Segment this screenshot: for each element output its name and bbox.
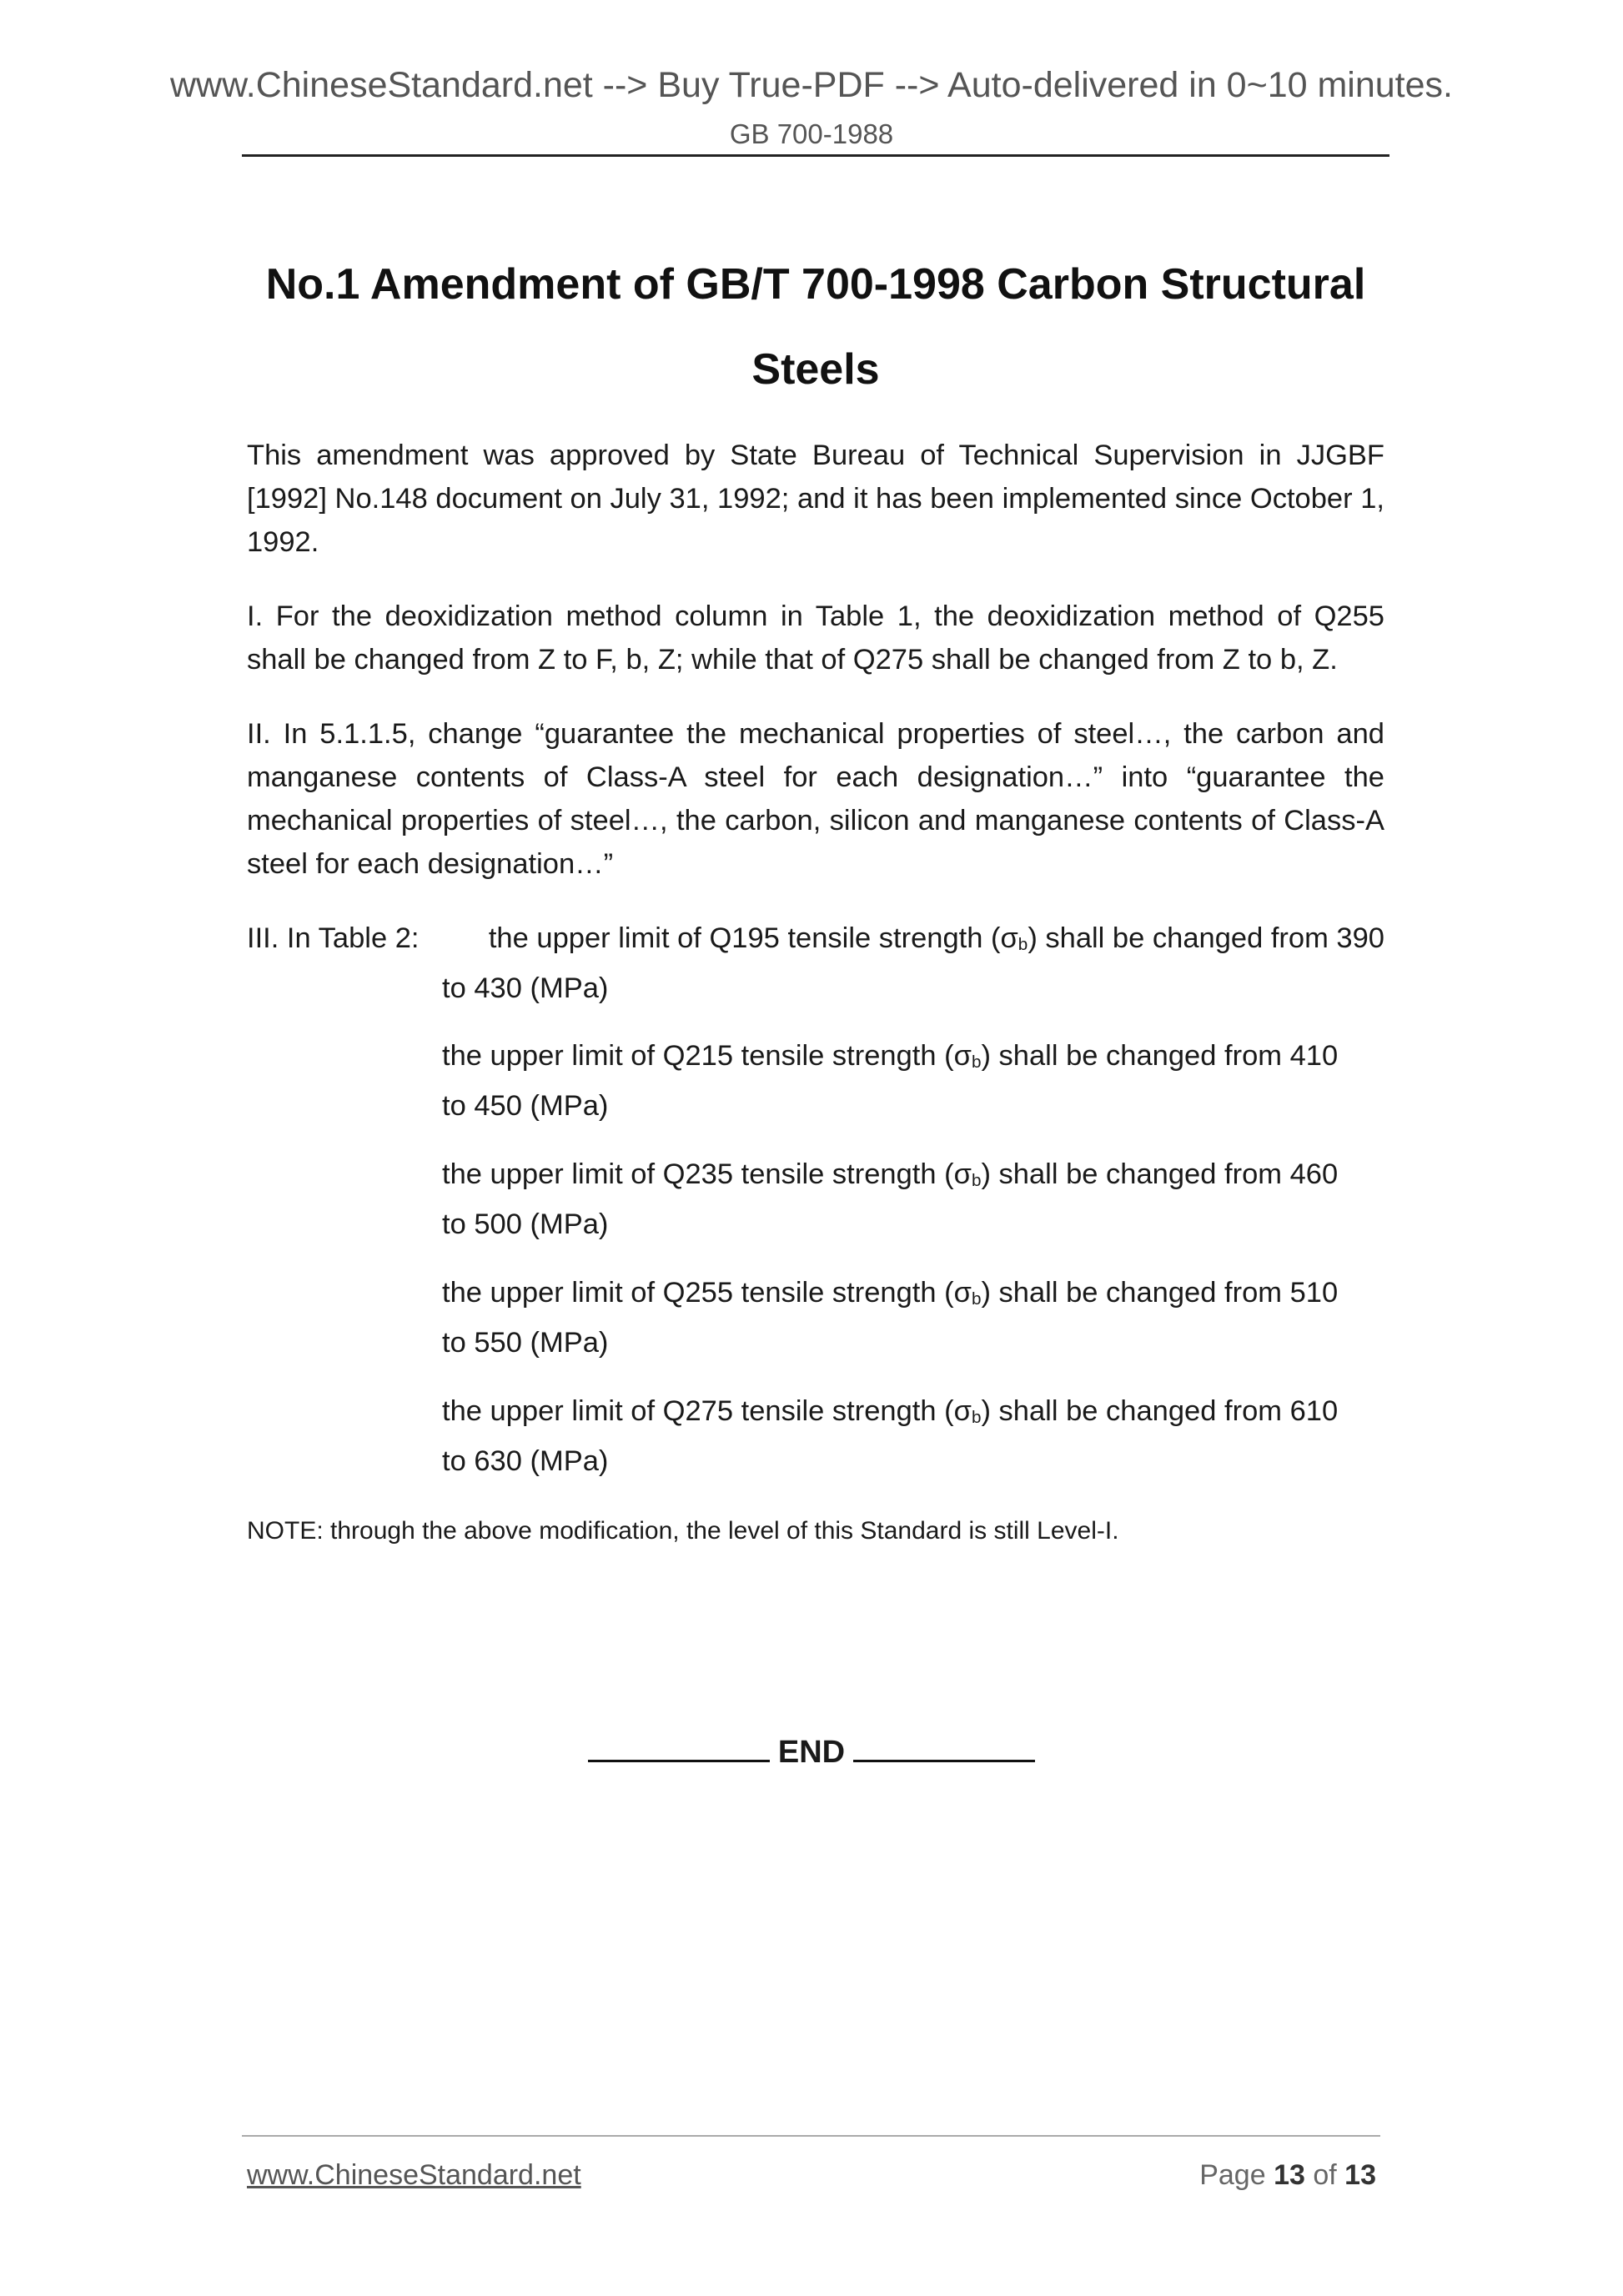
end-marker	[0, 1735, 1623, 1771]
page-title	[242, 242, 1389, 412]
current-page: 13	[1274, 2159, 1305, 2191]
item-three-first-line	[247, 917, 1384, 967]
approval-paragraph: This amendment was approved by State Bureau of Technical Supervision in JJGBF [1992] No.148 document on July 31, 1992; and it has been implemented since October 1, 1992.	[247, 440, 1384, 558]
amendment-item-two: II. In 5.1.1.5, change “guarantee the mechanical properties of steel…, the carbon and manganese contents of Class-A steel for each designation…” into “guarantee the mechanical properties of steel…, the carbon, silicon and manganese contents of Class-A steel for each designation…”	[247, 718, 1384, 880]
amendment-item-one: I. For the deoxidization method column in Table 1, the deoxidization method of Q255 shall be changed from Z to F, b, Z; while that of Q275 shall be changed from Z to b, Z.	[247, 600, 1384, 676]
header-divider	[242, 154, 1389, 157]
footer-divider	[242, 2135, 1380, 2137]
change-q235-tail: to 500 (MPa)	[442, 1208, 609, 1241]
total-pages: 13	[1344, 2159, 1376, 2191]
change-q275-tail: to 630 (MPa)	[442, 1445, 609, 1478]
change-q235: the upper limit of Q235 tensile strength $(\sigma_b)$ shall be changed from 460 to 500 (MPa)	[442, 1153, 1384, 1246]
header-banner: www.ChineseStandard.net --> Buy True-PDF --> Auto-delivered in 0~10 minutes.	[169, 65, 1453, 105]
end-rule-right	[853, 1743, 1035, 1762]
change-q215-tail: to 450 (MPa)	[442, 1090, 609, 1123]
change-q195-tail: to 430 (MPa)	[442, 972, 609, 1005]
footer-website-link[interactable]: www.ChineseStandard.net	[247, 2159, 581, 2191]
document-code: GB 700-1988	[729, 118, 894, 149]
change-q215: the upper limit of Q215 tensile strength $(\sigma_b)$ shall be changed from 410 to 450 (MPa)	[442, 1034, 1384, 1128]
end-rule-left	[588, 1743, 770, 1762]
amendment-item-three	[247, 917, 1384, 1010]
change-q255-tail: to 550 (MPa)	[442, 1327, 609, 1359]
change-q275: the upper limit of Q275 tensile strength $(\sigma_b)$ shall be changed from 610 to 630 (MPa)	[442, 1389, 1384, 1483]
end-word: END	[777, 1735, 846, 1770]
note-text: NOTE: through the above modification, the level of this Standard is still Level-I.	[247, 1517, 1119, 1545]
change-q195: the upper limit of Q195 tensile strength $(\sigma_b)$ shall be changed from 390	[488, 922, 1384, 955]
title-line-1: No.1 Amendment of GB/T 700-1998 Carbon Structural	[265, 260, 1366, 309]
change-q255: the upper limit of Q255 tensile strength $(\sigma_b)$ shall be changed from 510 to 550 (MPa)	[442, 1271, 1384, 1364]
item-three-lead: III. In Table 2:	[247, 922, 420, 954]
title-line-2: Steels	[751, 345, 880, 394]
page-number: Page 13 of 13	[1199, 2159, 1376, 2191]
